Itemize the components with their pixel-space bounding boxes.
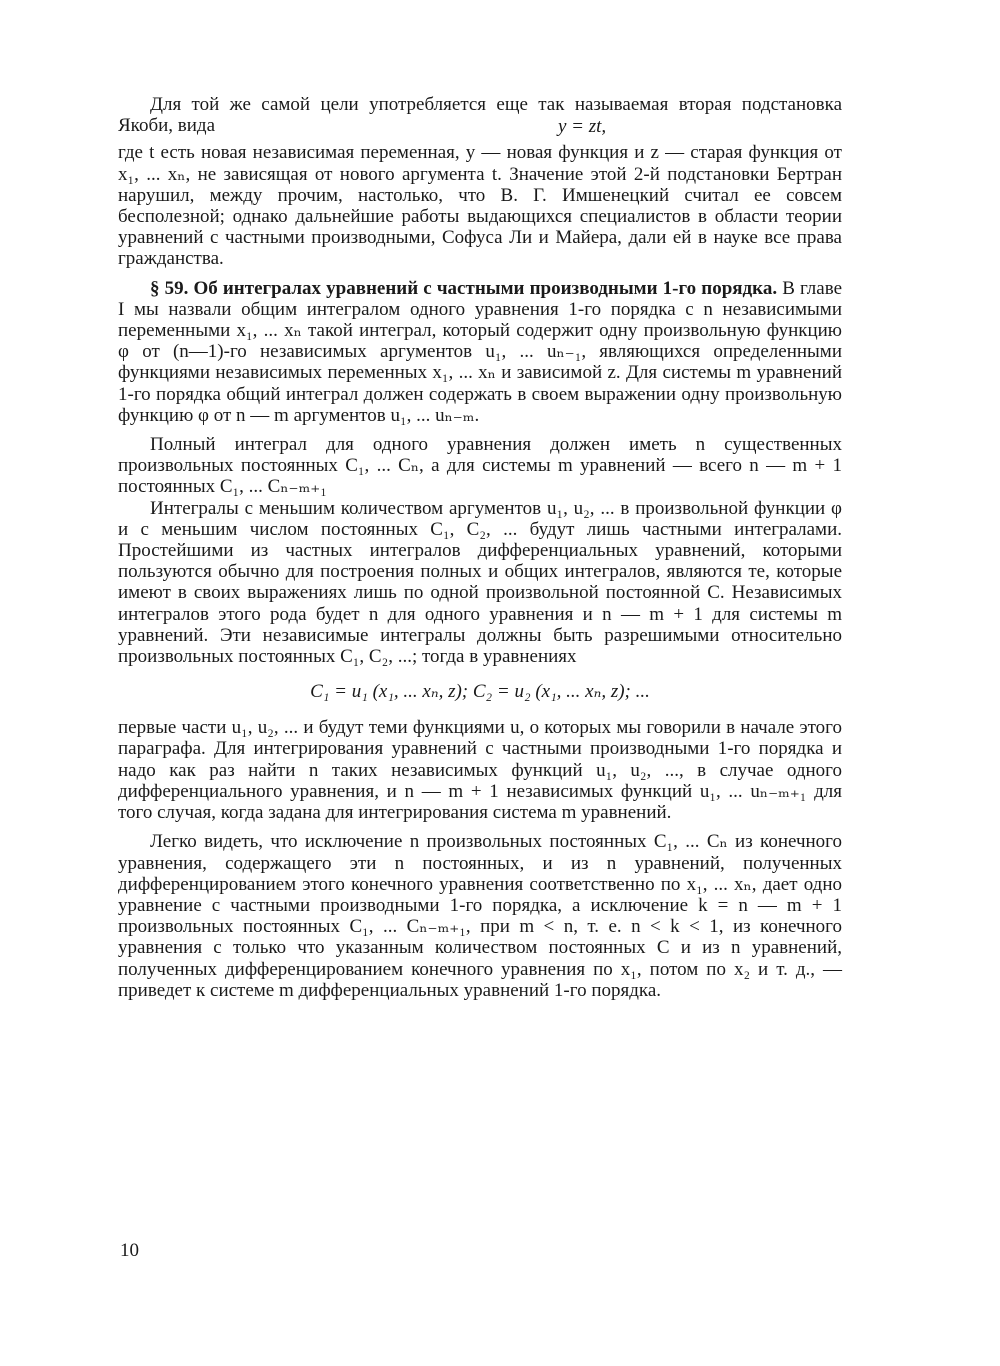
section-paragraph [118,278,842,426]
equation-integrals: C₁ = u₁ (x₁, ... xₙ, z); C₂ = u₂ (x₁, ... xₙ, z); ... [310,681,650,703]
equation-substitution: y = zt, [558,116,607,138]
paragraph-5: Интегралы с меньшим количеством аргументов u₁, u₂, ... в произвольной функции φ и с меньшим числом постоянных C₁, C₂, ... будут лишь частными интегралами. Простейшими из частных интегралов дифференциальных уравнений, которыми пользуются обычно для построения полных и общих интегралов, являются те, которые имеют в своих выражениях лишь по одной произвольной постоянной C. Независимых интегралов этого рода будет n для одного уравнения и n — m + 1 для системы m уравнений. Эти независимые интегралы должны быть разрешимыми относительно произвольных постоянных C₁, C₂, ...; тогда в уравнениях [118,497,842,668]
paragraph-6: первые части u₁, u₂, ... и будут теми функциями u, о которых мы говорили в начале этого параграфа. Для интегрирования уравнений с частными производными 1-го порядка и надо как раз найти n таких независимых функций u₁, u₂, ..., в случае одного дифференциального уравнения, и n — m + 1 независимых функций u₁, ... uₙ₋ₘ₊₁ для того случая, когда задана для интегрирования система m уравнений. [118,717,842,824]
paragraph-1: Для той же самой цели употребляется еще так называемая вторая подстановка Якоби, вида [118,94,842,137]
paragraph-2: где t есть новая независимая переменная, y — новая функция и z — старая функция от x₁, ... xₙ, не зависящая от нового аргумента t. Значение этой 2-й подстановки Бертран нарушил, между прочим, настолько, что В. Г. Имшенецкий считал ее совсем бесполезной; однако дальнейшие работы выдающихся специалистов в области теории уравнений с частными производными, Софуса Ли и Майера, дали ей в науке все права гражданства. [118,142,842,270]
paragraph-4: Полный интеграл для одного уравнения должен иметь n существенных произвольных постоянных C₁, ... Cₙ, а для системы m уравнений — всего n — m + 1 постоянных C₁, ... Cₙ₋ₘ₊₁ [118,434,842,498]
page-body [118,94,842,1001]
paragraph-3: В главе I мы назвали общим интегралом одного уравнения 1-го порядка с n независимыми переменными x₁, ... xₙ такой интеграл, который содержит одну произвольную функцию φ от (n—1)-го независимых аргументов u₁, ... uₙ₋₁, являющихся определенными функциями независимых переменных x₁, ... xₙ и зависимой z. Для системы m уравнений 1-го порядка общий интеграл должен содержать в своем выражении одну произвольную функцию φ от n — m аргументов u₁, ... uₙ₋ₘ. [118,277,843,426]
paragraph-7: Легко видеть, что исключение n произвольных постоянных C₁, ... Cₙ из конечного уравнения, содержащего эти n постоянных, и из n уравнений, полученных дифференцированием этого конечного уравнения соответственно по x₁, ... xₙ, дает одно уравнение с частными производными 1-го порядка, а исключение k = n — m + 1 произвольных постоянных C₁, ... Cₙ₋ₘ₊₁, при m < n, т. е. n < k < 1, из конечного уравнения с только что указанным количеством постоянных C и из n уравнений, полученных дифференцированием конечного уравнения по x₁, потом по x₂ и т. д., — приведет к системе m дифференциальных уравнений 1-го порядка. [118,831,842,1001]
page-number: 10 [120,1240,139,1261]
section-heading: § 59. Об интегралах уравнений с частными производными 1-го порядка. [150,277,778,299]
